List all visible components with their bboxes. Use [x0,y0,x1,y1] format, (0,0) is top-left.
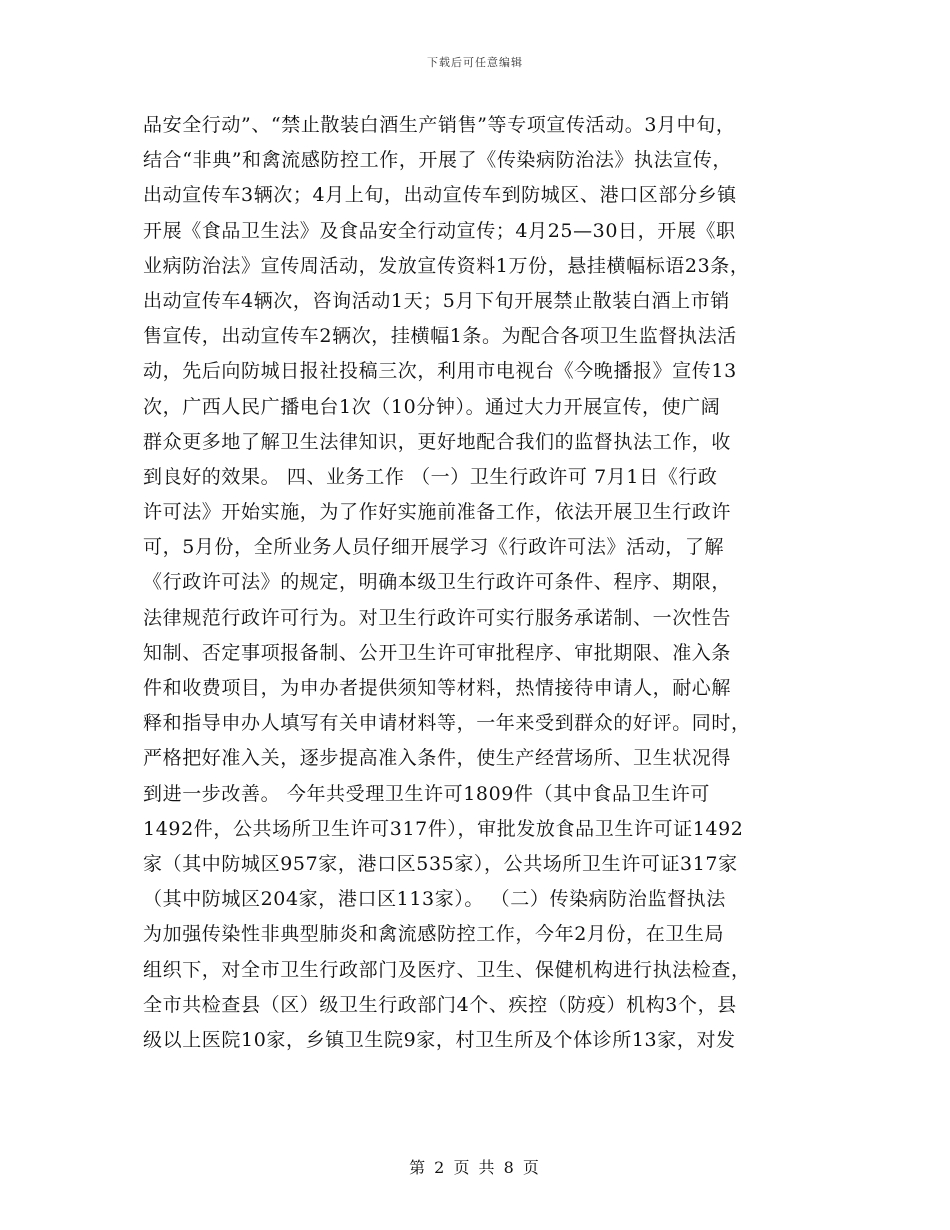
text-line: 到进一步改善。 今年共受理卫生许可1809件（其中食品卫生许可 [143,782,710,805]
text-line: （其中防城区204家，港口区113家）。 （二）传染病防治监督执法 [143,888,726,911]
text-line: 1492件，公共场所卫生许可317件），审批发放食品卫生许可证1492 [143,817,744,840]
text-line: 释和指导申办人填写有关申请材料等，一年来受到群众的好评。同时， [143,712,751,735]
text-line: 组织下，对全市卫生行政部门及医疗、卫生、保健机构进行执法检查， [143,958,751,981]
text-line: 可，5月份，全所业务人员仔细开展学习《行政许可法》活动，了解 [143,536,725,559]
text-line: 知制、否定事项报备制、公开卫生许可审批程序、审批期限、准入条 [143,641,732,664]
text-line: 动，先后向防城日报社投稿三次，利用市电视台《今晚播报》宣传13 [143,360,737,383]
text-line: 为加强传染性非典型肺炎和禽流感防控工作，今年2月份，在卫生局 [143,923,725,946]
text-line: 法律规范行政许可行为。对卫生行政许可实行服务承诺制、一次性告 [143,606,732,629]
page-header: 下载后可任意编辑 [427,56,523,69]
text-line: 许可法》开始实施，为了作好实施前准备工作，依法开展卫生行政许 [143,501,732,524]
text-line: 到良好的效果。 四、业务工作 （一）卫生行政许可 7月1日《行政 [143,465,718,488]
text-line: 售宣传，出动宣传车2辆次，挂横幅1条。为配合各项卫生监督执法活 [143,325,737,348]
text-line: 次，广西人民广播电台1次（10分钟）。通过大力开展宣传，使广阔 [143,395,721,418]
text-line: 《行政许可法》的规定，明确本级卫生行政许可条件、程序、期限， [143,571,732,594]
text-line: 家（其中防城区957家，港口区535家），公共场所卫生许可证317家 [143,852,738,875]
text-line: 出动宣传车4辆次，咨询活动1天；5月下旬开展禁止散装白酒上市销 [143,289,730,312]
text-line: 结合“非典”和禽流感防控工作，开展了《传染病防治法》执法宣传， [143,149,733,172]
text-line: 业病防治法》宣传周活动，发放宣传资料1万份，悬挂横幅标语23条， [143,254,750,277]
page-number: 第 2 页 共 8 页 [409,1158,541,1177]
text-line: 开展《食品卫生法》及食品安全行动宣传；4月25—30日，开展《职 [143,219,736,242]
text-line: 品安全行动”、“禁止散装白酒生产销售”等专项宣传活动。3月中旬， [143,114,736,136]
text-line: 群众更多地了解卫生法律知识，更好地配合我们的监督执法工作，收 [143,430,732,453]
text-line: 严格把好准入关，逐步提高准入条件，使生产经营场所、卫生状况得 [143,747,732,770]
text-line: 级以上医院10家，乡镇卫生院9家，村卫生所及个体诊所13家，对发 [143,1028,736,1051]
text-line: 出动宣传车3辆次；4月上旬，出动宣传车到防城区、港口区部分乡镇 [143,184,737,207]
document-body [143,108,833,1058]
text-line: 件和收费项目，为申办者提供须知等材料，热情接待申请人，耐心解 [143,677,732,699]
text-line: 全市共检查县（区）级卫生行政部门4个、疾控（防疫）机构3个，县 [143,993,737,1016]
